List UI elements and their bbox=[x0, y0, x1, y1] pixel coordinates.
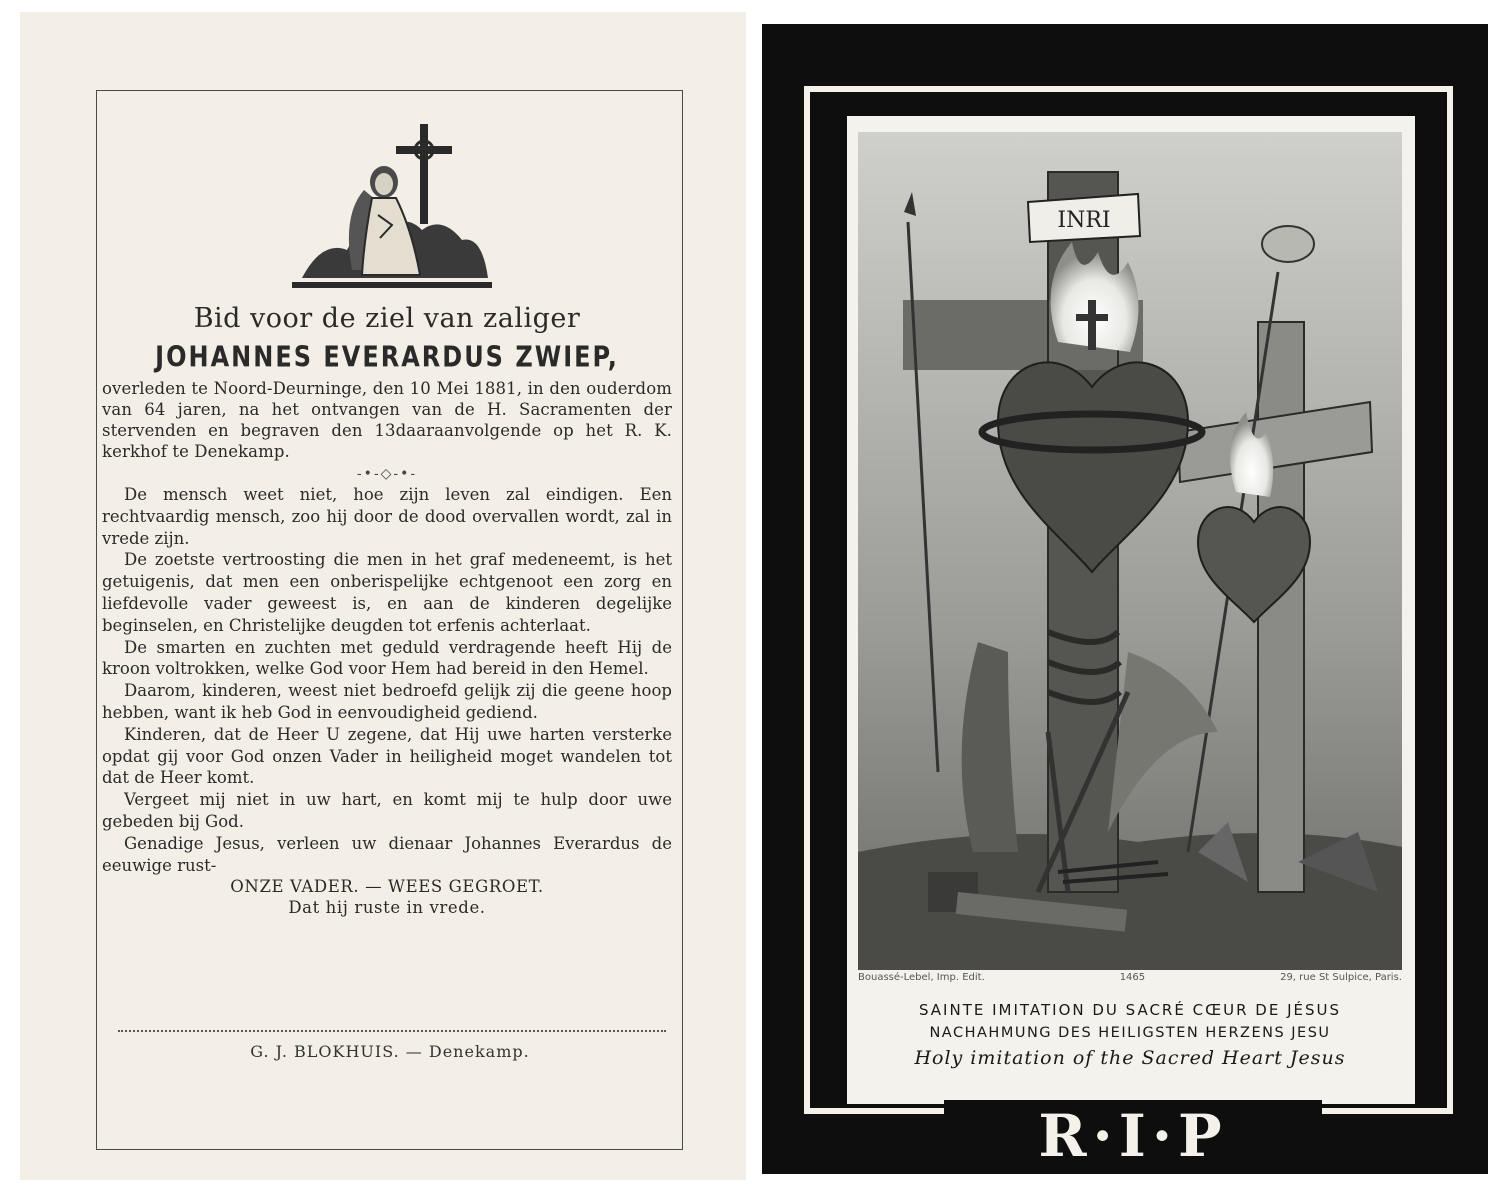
caption-german: NACHAHMUNG DES HEILIGSTEN HERZENS JESU bbox=[929, 1025, 1331, 1041]
memorial-card-image-side bbox=[762, 24, 1488, 1174]
imprint-address: 29, rue St Sulpice, Paris. bbox=[1280, 972, 1402, 983]
sacred-heart-engraving bbox=[858, 132, 1402, 970]
prayer-heading: Bid voor de ziel van zaliger bbox=[193, 303, 581, 334]
paragraph: De smarten en zuchten met geduld verdragende heeft Hij de kroon voltrokken, welke God voor Hem had bereid in den Hemel. bbox=[102, 637, 672, 679]
rest-in-peace-line: Dat hij ruste in vrede. bbox=[288, 898, 486, 918]
caption-french: SAINTE IMITATION DU SACRÉ CŒUR DE JÉSUS bbox=[918, 1001, 1342, 1019]
paragraph: De mensch weet niet, hoe zijn leven zal eindigen. Een rechtvaardig mensch, zoo hij door de dood overvallen wordt, zal in vrede zijn. bbox=[102, 485, 672, 548]
death-notice: overleden te Noord-Deurninge, den 10 Mei 1881, in den ouderdom van 64 jaren, na het ontvangen van de H. Sacramenten der stervenden en begraven den 13daaraanvolgende op het R. K. kerkhof te Denekamp. bbox=[102, 379, 672, 461]
paragraph: Genadige Jesus, verleen uw dienaar Johannes Everardus de eeuwige rust- bbox=[102, 833, 672, 875]
memorial-card-text-side bbox=[20, 12, 746, 1180]
publisher-imprint bbox=[858, 972, 1402, 983]
dotted-rule bbox=[118, 1030, 666, 1032]
imprint-number: 1465 bbox=[1119, 972, 1146, 983]
paragraph: Kinderen, dat de Heer U zegene, dat Hij uwe harten versterke opdat gij voor God onzen Vader in heiligheid moget wandelen tot dat de Heer komt. bbox=[102, 724, 672, 788]
ornament-divider: -•-◇-•- bbox=[356, 466, 418, 482]
card-text bbox=[102, 302, 672, 918]
prayer-line: ONZE VADER. — WEES GEGROET. bbox=[230, 877, 544, 897]
rip-text: R·I·P bbox=[1038, 1102, 1228, 1170]
paragraph: Daarom, kinderen, weest niet bedroefd gelijk zij die geene hoop hebben, want ik heb God in eenvoudigheid gediend. bbox=[102, 681, 672, 722]
printer-imprint: G. J. BLOKHUIS. — Denekamp. bbox=[250, 1042, 530, 1061]
angel-cross-vignette bbox=[292, 120, 492, 288]
imprint-publisher: Bouassé-Lebel, Imp. Edit. bbox=[858, 972, 985, 983]
paragraph: Vergeet mij niet in uw hart, en komt mij te hulp door uwe gebeden bij God. bbox=[102, 790, 672, 831]
paragraph: De zoetste vertroosting die men in het graf medeneemt, is het getuigenis, dat men een onberispelijke echtgenoot een zorg en liefdevolle vader geweest is, en aan de kinderen degelijke beginselen, en Christelijke deugden tot erfenis achterlaat. bbox=[102, 550, 672, 635]
inri-label: INRI bbox=[1057, 208, 1111, 233]
deceased-name: JOHANNES EVERARDUS ZWIEP, bbox=[155, 340, 619, 374]
caption-english: Holy imitation of the Sacred Heart Jesus bbox=[914, 1047, 1346, 1069]
